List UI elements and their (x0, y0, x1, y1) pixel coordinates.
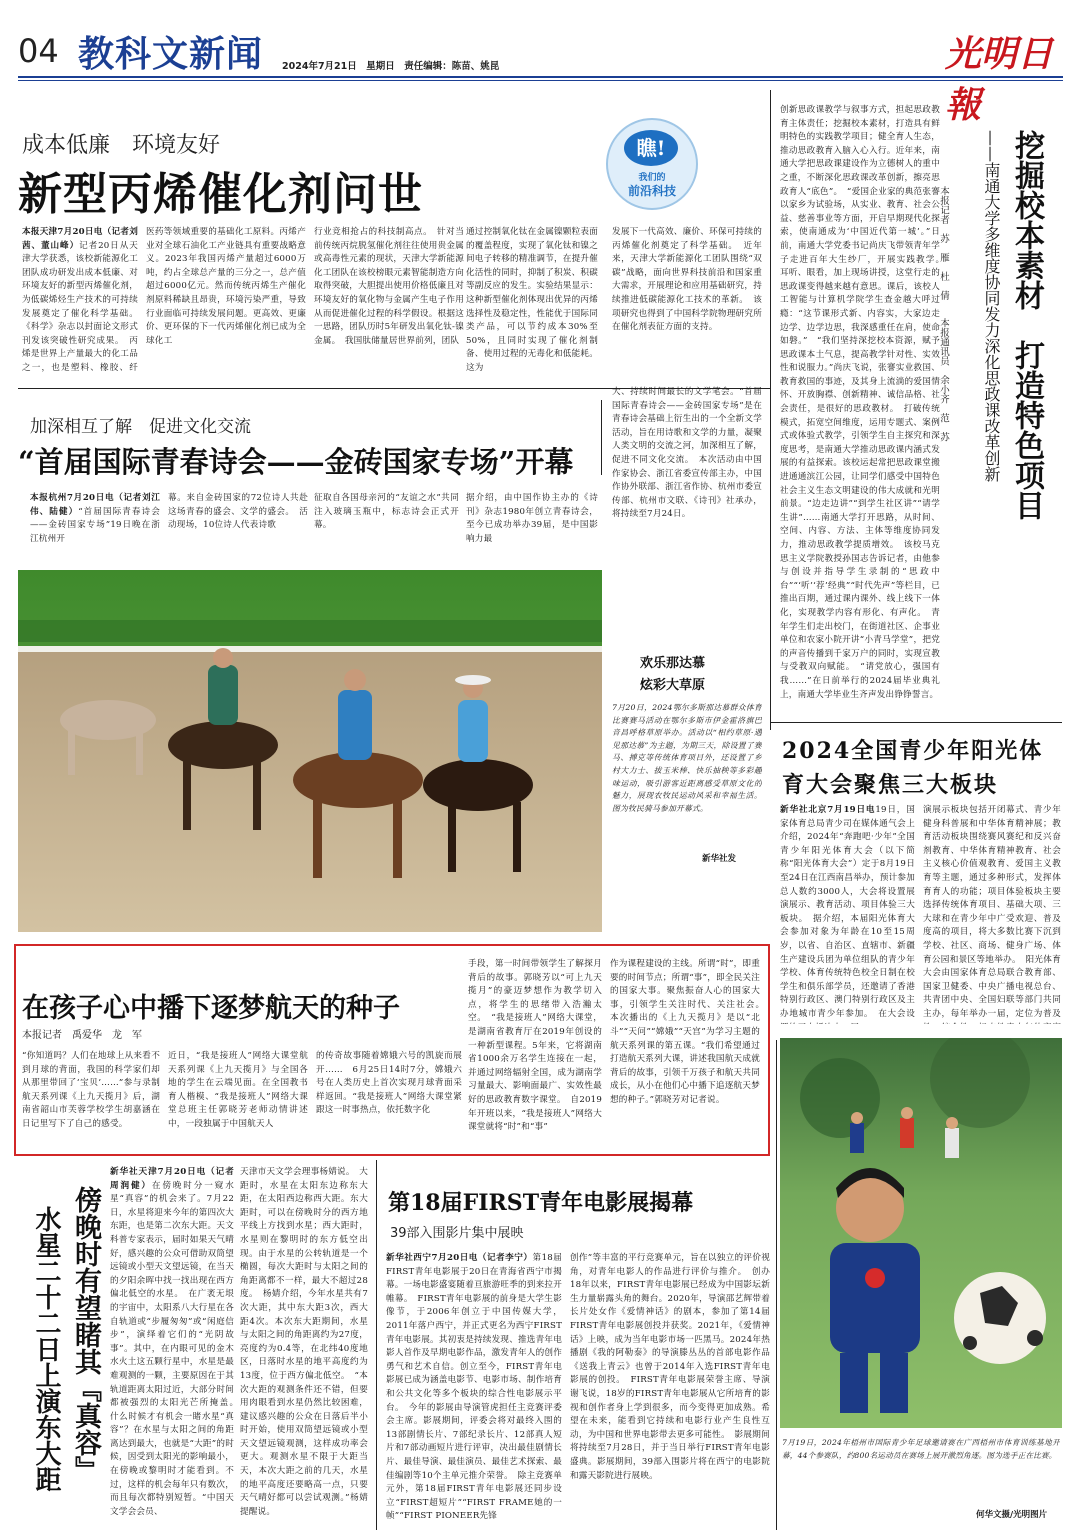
article2-title: “首届国际青春诗会——金砖国家专场”开幕 (18, 445, 574, 479)
photo1-caption-title1: 欢乐那达慕 (640, 656, 706, 671)
article2-kicker: 加深相互了解 促进文化交流 (30, 417, 251, 437)
photo1-credit: 新华社发 (702, 854, 737, 864)
article2-col5: 大、持续时间最长的文学笔会。“首届国际青春诗会——金砖国家专场”是在青春诗会基础上衍生出的一个全新文学活动，旨在用诗歌和文学的力量，凝聚人类文明的交流之河，加深相互了解，促进不同文化交流。 本次活动由中国作家协会、浙江省委宣传部主办，中国作协外联部、浙江省作协、杭州市委宣传部、杭州市文联、《诗刊》社承办，将持续至7月24日。 (612, 387, 762, 520)
article6-byline2: 本报通讯员 余小齐 范 苏 (938, 318, 949, 442)
article2-col1: 本报杭州7月20日电（记者刘江伟、陆健）“首届国际青春诗会——金砖国家专场”19日晚在浙江杭州开 (30, 493, 160, 544)
tech-badge-sub1: 我们的 (638, 173, 666, 183)
article6-body-cont (780, 540, 1060, 710)
article3-col3: 的传奇故事随着嫦娥六号的凯旋而展开…… 6月25日14时7分，嫦娥六号在人类历史上首次实现月球背面采样返回。“我是接班人”网络大课堂紧跟这一时事热点，依托数字化 (316, 1051, 462, 1116)
section-title: 教科文新闻 (78, 33, 264, 75)
article3-col4: 手段，第一时间带领学生了解探月背后的故事。郭晓芳以“可上九天揽月”的豪迈梦想作为教学切入点，将学生的思绪带入浩瀚太空。 “我是接班人”网络大课堂，是湖南省教育厅在2019年创设的一种新型课程。5年来，它将湖南省1000余万名学生连接在一起，并通过网络辐射全国，成为湖南学习量最大、影响面最广、实效性最好的思政教育数字课堂。 自2019年开班以来，“我是接班人”网络大课堂就将“时”和“事” (468, 959, 602, 1133)
article1-col5: 发展下一代高效、廉价、环保可持续的丙烯催化剂奠定了科学基础。 近年来，天津大学新能源化工团队围绕“双碳”战略，面向世界科技前沿和国家重大需求，开展理论和应用基础研究，持续推进低碳能源化工技术的革新。 该项研究也得到了中国科学院物理研究所在催化剂表征方面的支持。 (612, 227, 762, 333)
article1-col4: 通过控制氧化钛在金属镍颗粒表面的覆盖程度，实现了氧化钛和镍之间电子转移的精准调节，在提升催化活性的同时，抑制了积炭、积碳等副反应的发生。实验结果显示：这种新型催化剂体现出优异的丙烯选择性及稳定性，性能优于国际同类产品，可以节约成本30%至50%，且同时实现了催化剂制备、使用过程的无毒化和低能耗。这为 (466, 227, 598, 373)
horse-race-photo (18, 570, 602, 932)
photo1-caption-title2: 炫彩大草原 (640, 678, 706, 693)
article4-title-right: 傍晚时有望睹其『真容』 (70, 1186, 101, 1483)
article6-title-main: 挖掘校本素材 打造特色项目 (1009, 130, 1044, 520)
article3-col1: “你知道吗？人们在地球上从来看不到月球的背面，我国的科学家们却从那里带回了‘宝贝’……”参与录制航天系列课《上九天揽月》后，湖南省韶山市芙蓉学校学生胡嘉涵在日记里写下了自己的感受。 (22, 1051, 160, 1129)
date-line: 2024年7月21日 星期日 责任编辑：陈苗、姚昆 (282, 61, 500, 72)
football-photo (780, 1038, 1062, 1428)
article5-title: 第18届FIRST青年电影展揭幕 (388, 1190, 694, 1216)
article7-col2: 演展示板块包括开闭幕式、青少年健身科普展和中华体育精神展；教育活动板块围绕赛风赛纪和反兴奋剂教育、中华体育精神教育、社会主义核心价值观教育、爱国主义教育等主题，通过多种形式，发挥体育育人的功能；项目体验板块主要选择传统体育项目、基础大项、三大球和在青少年中广受欢迎、普及度高的项目，将大多数比赛下沉到学校、社区、商场、健身广场、体育公园和景区等地举办。 阳光体育大会由国家体育总局联合教育部、国家卫健委、中央广播电视总台、共青团中央、全国妇联等部门共同主办，每年举办一届，定位为普及 (923, 805, 1061, 1019)
article3-byline: 本报记者 禹爱华 龙 军 (22, 1030, 142, 1041)
masthead-logo: 光明日報 (945, 33, 1054, 126)
article5-lead: 新华社西宁7月20日电（记者李宁） (386, 1253, 533, 1263)
article4-col1: 新华社天津7月20日电（记者周润健）在傍晚时分一窥水星“真容”的机会来了。7月22日，水星将迎来今年的第四次大东距，也是第二次东大距。天文科普专家表示，届时如果天气晴好，感兴趣的公众可借助双筒望远镜或小型天文望远镜，在当天的夕阳余晖中找一找出现在西方偏北低空的水星。 在广袤无垠的宇宙中，太阳系八大行星在各自轨道或“步履匆匆”或“闲庭信步”，演绎着它们的“光阴故事”。其中，在内眼可见的金木水火土这五颗行星中，水星是最难观测的一颗，主要原因在于其轨道距离太阳过近，大部分时间都被强烈的太阳光芒所掩盖。 什么时候才有机会一睹水星“真容”？在水星与太阳之间的角距离达到最大，也就是“大距”的时候，因受到太阳光的影响最小，在傍晚或黎明时才能看到。不过，这样的机会每年只有数次，而且每次都特别短暂。“中国天文学会会员、 (110, 1167, 234, 1517)
tech-badge-main: 瞧! (624, 130, 678, 166)
article4-col2: 天津市天文学会理事杨婧说。 大距时，水星在太阳东边称东大距，在太阳西边称西大距。东大距时，可以在傍晚时分的西方地平线上方找到水星；西大距时，水星则在黎明时的东方低空出现。由于水星的公转轨道是一个椭圆，每次大距时与太阳之间的角距离都不一样，最大不超过28度。 杨婧介绍，今年水星共有7次大距，其中东大距3次，西大距4次。本次东大距期间，水星与太阳之间的角距离约为27度，亮度约为0.4等，在北纬40度地区，日落时水星的地平高度约为13度，位于西方偏北低空。 “本次大距的观测条件还不错，但要用肉眼看到水星仍然比较困难，建议感兴趣的公众在日落后半小时开始，使用双筒望远镜或小型天文望远镜观测，这样成功率会更大。观测水星不限于大距当天，本次大距之前的几天，水星的地平高度还要略高一点，只要天气晴好都可以尝试观测。”杨婧提醒说。 (240, 1167, 368, 1517)
page-number: 04 (18, 32, 59, 70)
article2-col3: 征取自各国母亲河的“友谊之水”共同注入玻璃玉瓶中，标志诗会正式开幕。 (314, 493, 459, 531)
article1-lead: 本报天津7月20日电（记者刘茜、董山峰） (22, 227, 138, 251)
article2-col4: 据介绍，由中国作协主办的《诗刊》杂志1980年创立青春诗会，至今已成功举办39届，是中国影响力最 (466, 493, 598, 544)
article1-title: 新型丙烯催化剂问世 (18, 169, 423, 220)
article6-byline1: 本报记者 苏 雁 杜 倩 (938, 186, 949, 300)
article6-body: 创新思政课教学与叙事方式，担起思政教育主体责任；挖掘校本素材，打造具有鲜明特色的实践教学项目；健全育人生态，推动思政教育入脑入心入行。近年来，南通大学把思政课建设作为立德树人的重中之重，不断深化思政课改革创新，擦亮思政育人“底色”。 “爱国企业家的典范张謇以家乡为试验场，从实业、教育、社会公益、慈善事业等方面，开启早期现代化探索，使南通成为‘中国近代第一城’。”日前，南通大学党委书记尚庆飞带领青年学子走进百年大生纱厂，开展实践教学。 耳听、眼看，加上现场讲授，这堂行走的思政课变得越来越有意思。课后，该校人工智能与计算机学院学生查金越大呼过瘾：“这节课形式新、内容实，大家边走边学、边学边思，我深感重任在肩，使命如磐。” “我们坚持深挖校本资源，赋予思政课本土气息，提高教学针对性、实效性和说服力。”尚庆飞说，张謇实业救国、教育救国的事迹，及其身上流淌的爱国情怀、开放胸襟、创新精神、诚信品格、社会责任，是很好的思政教材。 打破传统模式，拓宽空间维度，运用专题式、案例式或体验式教学，引领学生自主探究和深度思考，是南通大学推动思政课内涵式发展的有益探索。该校运起常把思政课堂搬进通通滨江公园，让同学们感受中国特色社会主义生态文明建设的伟大成就和光明前景。“边走边讲”“到学生社区讲”“请学生讲”……南通大学打开思路，从时间、空间、内容、方法、主体等维度协同发力，推动思政教学提质增效。 该校马克思主义学院教授孙国志告诉记者，由他参与创设并指导学生录制的“思政中台”“‘听’‘荐’经典”“时代先声”等栏目，已推出百期，通过课内课外、线上线下一体化，实现教学内容有形化、有声化。 青年学生们走出校门，在街道社区、企事业单位和农家小院开讲“小青马学堂”，把党的声音传播到千家万户的同时，实现宣教与受教双向赋能。 “请党放心，强国有我……”在日前举行的2024届毕业典礼上，南通大学毕业生齐声发出铮铮誓言。 (780, 105, 940, 700)
article1-kicker: 成本低廉 环境友好 (22, 133, 221, 158)
article3-col5: 作为课程建设的主线。所谓“时”，即重要的时间节点；所谓“事”，即全民关注的国家大事。聚焦振奋人心的国家大事，引领学生关注时代、关注社会。 本次播出的《上九天揽月》是以“北斗”“天问”“嫦娥”“天宫”为学习主题的航天系列课的第五课。“我们希望通过打造航天系列大课，讲述我国航天成就背后的故事，引领千万孩子和航天共同成长，从小在他们心中播下追逐航天梦想的种子。”郭晓芳对记者说。 (610, 959, 760, 1105)
article5-subtitle: 39部入围影片集中展映 (390, 1226, 524, 1241)
football-image (780, 1038, 1062, 1428)
article7-col1: 新华社北京7月19日电19日，国家体育总局青少司在媒体通气会上介绍，2024年“奔跑吧·少年”全国青少年阳光体育大会（以下简称“阳光体育大会”）定于8月19日至24日在江西南昌举办，预计参加总人数约3000人，大会将设置展演展示、教育活动、项目体验三大板块。 据介绍，本届阳光体育大会参加对象为年龄在10至15周岁，以省、自治区、直辖市、新疆生产建设兵团为单位组队的青少年学校、体育传统特色校全日制在校学生和俱乐部学员，还邀请了香港特别行政区、澳门特别行政区及主办地城市青少年参加。 在大会设 (780, 805, 915, 1019)
article6-title-sub: ——南通大学多维度协同发力深化思政课改革创新 (982, 130, 1001, 482)
article4-lead: 新华社天津7月20日电（记者周润健） (110, 1167, 234, 1191)
tech-badge-sub2: 前沿科技 (627, 184, 676, 198)
photo2-credit: 何华文摄/光明图片 (976, 1510, 1048, 1520)
horse-race-image (18, 570, 602, 932)
article1-col1: 本报天津7月20日电（记者刘茜、董山峰）记者20日从天津大学获悉，该校新能源化工团队成功研发出成本低廉、对环境友好的新型丙烯催化剂，为低碳烯烃生产技术的可持续发展奠定了催化科学基础。《科学》杂志以封面论文形式刊发该突破性研究成果。 丙烯是世界上产量最大的化工品之一，也是塑料、橡胶、纤 (22, 227, 138, 373)
article1-col2: 医药等领域重要的基础化工原料。丙烯产业对全球石油化工产业链具有重要战略意义。2023年我国丙烯产量超过6000万吨，约占全球总产量的三分之一，总产值超过6000亿元。然而传统丙烯生产催化剂原料稀缺且昂贵，环境污染严重，导致行业面临可持续发展问题。更高效、更廉价、更环保的下一代丙烯催化剂已成为全球化工 (146, 227, 306, 346)
article3-title: 在孩子心中播下逐梦航天的种子 (22, 993, 400, 1024)
article5-col2: 创作”等丰富的平行竞赛单元，旨在以独立的评价视角，对青年电影人的作品进行评价与推介。 创办18年以来，FIRST青年电影展已经成为中国影坛新生力量崭露头角的舞台。2020年，导演邵艺辉带着长片处女作《爱情神话》的剧本，参加了第14届FIRST青年电影展创投并获奖。2021年，《爱情神话》上映，成为当年电影市场一匹黑马。2024年热播剧《我的阿勒泰》的导演滕丛丛的首部电影作品《送我上青云》也曾于2014年入选FIRST青年电影展的创投。 FIRST青年电影展荣誉主席、导演谢飞说，18岁的FIRST青年电影展从它所培育的影视和创作者身上学到很多，而今变得更加成熟。希望在未来，能看到它持续和电影行业产生良性互动，为中国和世界电影带去更多可能性。 影展期间将持续至7月28日，并于当日举行FIRST青年电影盛典。影展期间，39部入围影片将在西宁的电影院和露天影院进行展映。 (570, 1253, 770, 1481)
article7-title: 2024全国青少年阳光体育大会聚焦三大板块 (782, 738, 1044, 798)
article1-col3: 行业竞相抢占的科技制高点。 针对当前传统丙烷脱氢催化剂往往使用贵金属或高毒性元素的现状，天津大学新能源化工团队在该校榜眼元素智能制造方向取得突破，大胆提出使用价格低廉且对环境友好的氧化物与金属产生电子作用从而促进催化过程的科学假设。根据这一思路，团队历时5年研发出氧化钛-镍金属。 我国肽储量居世界前列，团队 (314, 227, 464, 346)
article7-lead: 新华社北京7月19日电 (780, 805, 876, 815)
article4-title-left: 水星二十二日上演东大距 (31, 1206, 61, 1492)
photo2-caption: 7月19日，2024年梧州市国际青少年足球邀请赛在广西梧州市体育训练基地开幕，44个参赛队，约800名运动员在赛场上展开激烈角逐。图为选手正在比赛。 (782, 1438, 1060, 1460)
article2-col2: 幕。来自金砖国家的72位诗人共赴这场青春的盛会、文学的盛会。 活动现场，10位诗人代表诗歌 (168, 493, 308, 531)
tech-badge (606, 118, 698, 210)
article3-col2: 近日，“我是接班人”网络大课堂航天系列课《上九天揽月》与全国各地的学生在云端见面。在全国教书育人楷模、“我是接班人”网络大课堂总班主任郭晓芳老师动情讲述中，一段独属于中国航天人 (168, 1051, 308, 1129)
photo1-caption-body: 7月20日，2024鄂尔多斯那达慕群众体育比赛赛马活动在鄂尔多斯市伊金霍洛旗巴音昌呼格草原举办。活动以“相约草原·遇见那达慕”为主题，为期三天，除设置了赛马、搏克等传统体育项目外，还设置了乡村大力士、拔玉米棒、快乐抽秧等多彩趣味运动，吸引游客近距离感受草原文化的魅力，展现农牧民运动风采和幸福生活。图为牧民骑马参加开幕式。 (612, 703, 762, 813)
article5-col1: 新华社西宁7月20日电（记者李宁）第18届FIRST青年电影展于20日在青海省西宁市揭幕。一场电影盛宴随着亘旅游旺季的到来拉开帷幕。 FIRST青年电影展的前身是大学生影像节，于2006年创立于中国传媒大学，2011年落户西宁，并正式更名为西宁FIRST青年电影展。其初衷是持续发现、推选青年电影人首作及早期电影作品，激发青年人的创作勇气和艺术自信。创立至今，FIRST青年电影展已成为涵盖电影节、电影市场、制作培育和公共文化等多个板块的综合性电影展示平台。 今年的影展由导演管虎担任主竞赛评委会主席。影展期间，评委会将对最终入围的13部剧情长片、7部纪录长片、12部真人短片和7部动画短片进行评审，决出最佳剧情长片、最佳导演、最佳演员、最佳艺术探索、最佳编剧等10个主单元推介荣誉。 除主竞赛单元外，第18届FIRST青年电影展还同步设立“FIRST超短片”“FIRST FRAME她的一帧”“FIRST PIONEER先锋 (386, 1253, 562, 1522)
article2-lead: 本报杭州7月20日电（记者刘江伟、陆健） (30, 493, 160, 517)
